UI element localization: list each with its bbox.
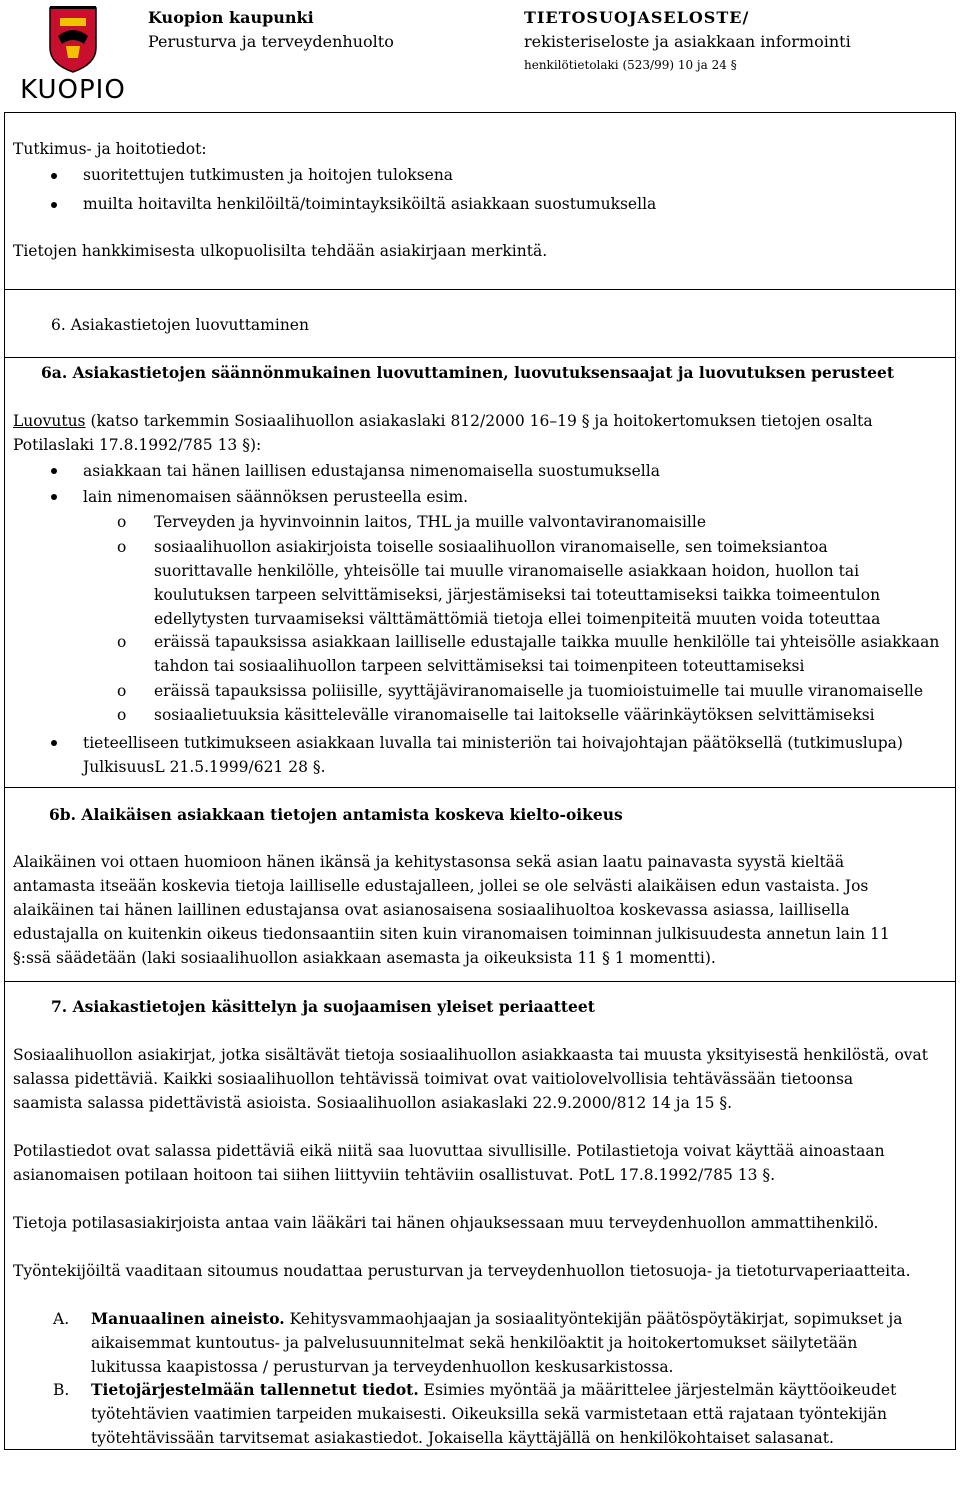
section-divider — [5, 981, 955, 982]
sub-list-item-cont: edellytysten turvaamiseksi välttämättömiä tietoja ellei toimenpiteitä muuten voida toteuttaa — [154, 610, 881, 628]
section-6a-heading: 6a. Asiakastietojen säännönmukainen luovuttaminen, luovutuksensaajat ja luovutuksen perusteet — [41, 363, 895, 382]
bullet-icon — [51, 202, 57, 208]
list-item: muilta hoitavilta henkilöiltä/toimintayksiköiltä asiakkaan suostumuksella — [83, 195, 657, 213]
list-item-a-text: Kehitysvammaohjaajan ja sosiaalityöntekijän päätöspöytäkirjat, sopimukset ja — [284, 1310, 903, 1328]
tutkimus-note: Tietojen hankkimisesta ulkopuolisilta tehdään asiakirjaan merkintä. — [13, 242, 548, 260]
section-divider — [5, 787, 955, 788]
bullet-icon — [51, 468, 57, 474]
circle-bullet-icon: o — [117, 682, 127, 700]
tutkimus-heading: Tutkimus- ja hoitotiedot: — [13, 140, 207, 158]
org-unit: Perusturva ja terveydenhuolto — [148, 32, 394, 51]
circle-bullet-icon: o — [117, 513, 127, 531]
list-label-a: A. — [53, 1310, 70, 1328]
paragraph-line: Potilastiedot ovat salassa pidettäviä eikä niitä saa luovuttaa sivullisille. Potilastietoja voivat käyttää ainoastaan — [13, 1142, 885, 1160]
organization-block — [148, 6, 394, 54]
doc-subtitle: rekisteriseloste ja asiakkaan informointi — [524, 32, 851, 51]
sub-list-item-cont: koulutuksen tarpeen selvittämiseksi, järjestämiseksi tai toteuttamiseksi taikka toimeentulon — [154, 586, 881, 604]
content-frame — [4, 112, 956, 1450]
paragraph-line: Tietoja potilasasiakirjoista antaa vain lääkäri tai hänen ohjauksessaan muu terveydenhuollon ammattihenkilö. — [13, 1214, 879, 1232]
sub-list-item: eräissä tapauksissa asiakkaan lailliselle edustajalle taikka muulle henkilölle tai yhteisölle asiakkaan — [154, 633, 940, 651]
sub-list-item: Terveyden ja hyvinvoinnin laitos, THL ja muille valvontaviranomaisille — [154, 513, 706, 531]
bullet-icon — [51, 494, 57, 500]
section-6b-heading: 6b. Alaikäisen asiakkaan tietojen antamista koskeva kielto-oikeus — [49, 805, 623, 824]
circle-bullet-icon: o — [117, 633, 127, 651]
paragraph-line: saamista salassa pidettävistä asioista. Sosiaalihuollon asiakaslaki 22.9.2000/812 14 ja 15 §. — [13, 1094, 733, 1112]
section-divider — [5, 357, 955, 358]
list-item-b-title: Tietojärjestelmään tallennetut tiedot. — [91, 1380, 419, 1399]
list-item: lain nimenomaisen säännöksen perusteella esim. — [83, 488, 469, 506]
org-name: Kuopion kaupunki — [148, 8, 314, 27]
bullet-icon — [51, 740, 57, 746]
list-item: asiakkaan tai hänen laillisen edustajansa nimenomaisella suostumuksella — [83, 462, 660, 480]
paragraph-line: Sosiaalihuollon asiakirjat, jotka sisältävät tietoja sosiaalihuollon asiakkaasta tai muusta yksityisestä henkilöstä, ovat — [13, 1046, 929, 1064]
luovutus-intro-line-2: Potilaslaki 17.8.1992/785 13 §): — [13, 436, 262, 454]
list-item: suoritettujen tutkimusten ja hoitojen tuloksena — [83, 166, 454, 184]
list-item-a — [91, 1307, 902, 1331]
document-title-block — [524, 6, 851, 76]
section-divider — [5, 289, 955, 290]
list-item-cont: aikaisemmat kuntoutus- ja palvelusuunnitelmat sekä henkilöaktit ja hoitokertomukset säilytetään — [91, 1334, 858, 1352]
list-item-b-text: Esimies myöntää ja määrittelee järjestelmän käyttöoikeudet — [418, 1381, 897, 1399]
list-item-cont: työtehtävissään tarvitsemat asiakastiedot. Jokaisella käyttäjällä on henkilökohtaiset salasanat. — [91, 1429, 834, 1447]
circle-bullet-icon: o — [117, 706, 127, 724]
sub-list-item: sosiaalihuollon asiakirjoista toiselle sosiaalihuollon viranomaiselle, sen toimeksiantoa — [154, 538, 828, 556]
doc-title: TIETOSUOJASELOSTE/ — [524, 8, 750, 27]
list-item-a-title: Manuaalinen aineisto. — [91, 1309, 285, 1328]
sub-list-item: sosiaalietuuksia käsittelevälle viranomaiselle tai laitokselle väärinkäytöksen selvittämiseksi — [154, 706, 875, 724]
kuopio-coat-of-arms-logo — [20, 4, 126, 104]
sub-list-item-cont: suorittavalle henkilölle, yhteisölle tai muulle viranomaiselle asiakkaan hoidon, huollon tai — [154, 562, 860, 580]
doc-law: henkilötietolaki (523/99) 10 ja 24 § — [524, 58, 737, 72]
paragraph-line: asianomaisen potilaan hoitoon tai siihen liittyviin tehtäviin osallistuvat. PotL 17.8.1992/785 13 §. — [13, 1166, 776, 1184]
luovutus-intro-text: (katso tarkemmin Sosiaalihuollon asiakaslaki 812/2000 16–19 § ja hoitokertomuksen tietojen osalta — [85, 412, 873, 430]
list-item-cont: JulkisuusL 21.5.1999/621 28 §. — [83, 758, 326, 776]
page-header — [0, 0, 960, 108]
paragraph-line: alaikäinen tai hänen laillinen edustajansa ovat asianosaisena sosiaalihuoltoa koskevassa asiassa, laillisella — [13, 901, 850, 919]
bullet-icon — [51, 173, 57, 179]
paragraph-line: Työntekijöiltä vaaditaan sitoumus noudattaa perusturvan ja terveydenhuollon tietosuoja- ja tietoturvaperiaatteita. — [13, 1262, 911, 1280]
sub-list-item: eräissä tapauksissa poliisille, syyttäjäviranomaiselle ja tuomioistuimelle tai muulle viranomaiselle — [154, 682, 924, 700]
luovutus-term: Luovutus — [13, 412, 86, 430]
paragraph-line: antamasta itseään koskevia tietoja lailliselle edustajalleen, jollei se ole selvästi alaikäisen edun vastaista. Jos — [13, 877, 869, 895]
paragraph-line: §:ssä säädetään (laki sosiaalihuollon asiakkaan asemasta ja oikeuksista 11 § 1 momentti). — [13, 949, 716, 967]
svg-text:KUOPIO: KUOPIO — [20, 75, 126, 104]
list-label-b: B. — [53, 1381, 70, 1399]
sub-list-item-cont: tahdon tai sosiaalihuollon tarpeen selvittämiseksi tai toimenpiteen toteuttamiseksi — [154, 657, 805, 675]
list-item-cont: lukitussa kaapistossa / perusturvan ja terveydenhuollon keskusarkistossa. — [91, 1358, 674, 1376]
paragraph-line: edustajalla on kuitenkin oikeus tiedonsaantiin siten kuin viranomaisen toiminnan julkisuudesta annetun lain 11 — [13, 925, 890, 943]
list-item-b — [91, 1378, 896, 1402]
paragraph-line: Alaikäinen voi ottaen huomioon hänen ikänsä ja kehitystasonsa sekä asian laatu painavasta syystä kieltää — [13, 853, 845, 871]
list-item: tieteelliseen tutkimukseen asiakkaan luvalla tai ministeriön tai hoivajohtajan päätöksellä (tutkimuslupa) — [83, 734, 903, 752]
paragraph-line: salassa pidettäviä. Kaikki sosiaalihuollon tehtävissä toimivat ovat vaitiolovelvollisia tehtävässään tietoonsa — [13, 1070, 854, 1088]
circle-bullet-icon: o — [117, 538, 127, 556]
luovutus-intro — [13, 409, 873, 433]
section-7-heading: 7. Asiakastietojen käsittelyn ja suojaamisen yleiset periaatteet — [51, 997, 595, 1016]
section-6-heading: 6. Asiakastietojen luovuttaminen — [51, 316, 309, 334]
list-item-cont: työtehtävien vaatimien tarpeiden mukaisesti. Oikeuksilla sekä varmistetaan että rajataan työntekijän — [91, 1405, 887, 1423]
